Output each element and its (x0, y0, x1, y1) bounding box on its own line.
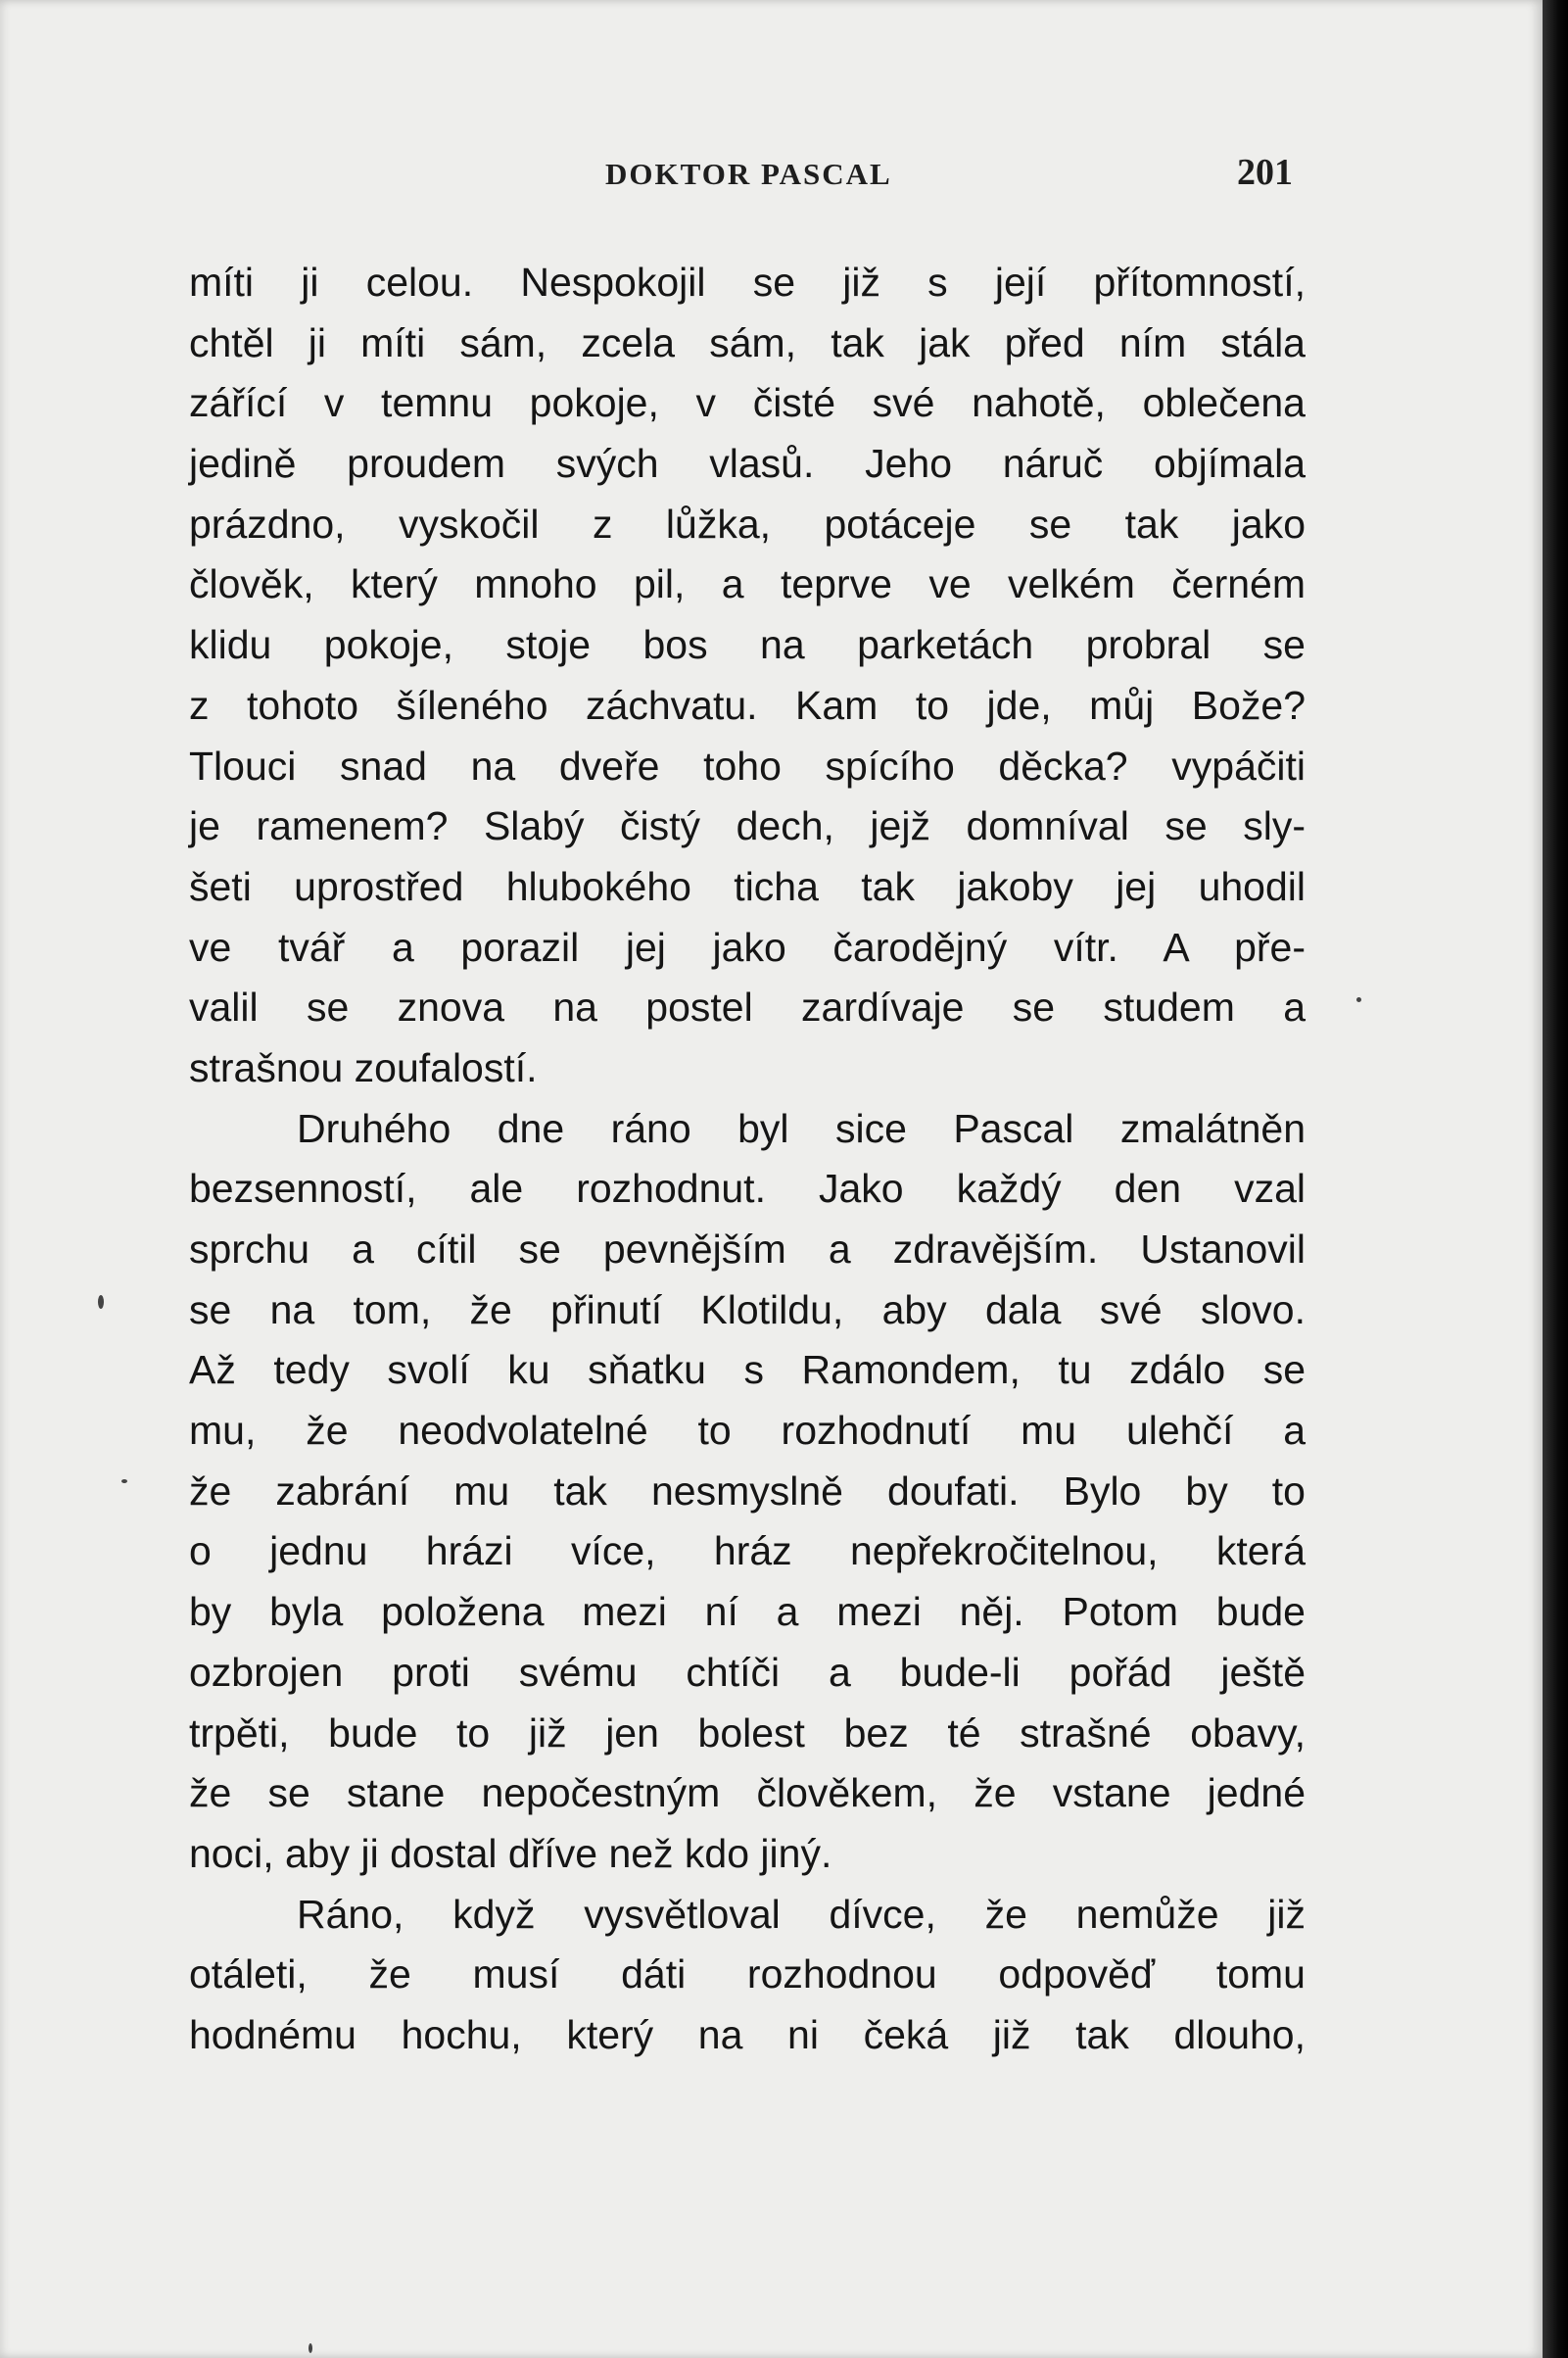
text-line: šeti uprostřed hlubokého ticha tak jakoby jej uhodil (189, 863, 1306, 909)
text-line: je ramenem? Slabý čistý dech, jejž domníval se sly- (189, 803, 1306, 849)
text-line: míti ji celou. Nespokojil se již s její přítomností, (189, 260, 1306, 305)
text-line: ve tvář a porazil jej jako čarodějný vítr. A pře- (189, 924, 1306, 970)
text-line: by byla položena mezi ní a mezi něj. Potom bude (189, 1589, 1306, 1635)
text-line: jedině proudem svých vlasů. Jeho náruč objímala (189, 441, 1306, 487)
running-title: DOKTOR PASCAL (605, 157, 892, 191)
text-line: mu, že neodvolatelné to rozhodnutí mu ulehčí a (189, 1408, 1306, 1454)
paper-speck (98, 1295, 104, 1309)
text-line: zářící v temnu pokoje, v čisté své nahotě, oblečena (189, 380, 1306, 426)
text-line: o jednu hrázi více, hráz nepřekročitelnou, která (189, 1528, 1306, 1574)
page-number: 201 (1237, 152, 1293, 193)
paper-speck (121, 1479, 127, 1483)
paper-speck (1356, 997, 1361, 1002)
text-line: se na tom, že přinutí Klotildu, aby dala své slovo. (189, 1286, 1306, 1332)
paragraph-start-line: Ráno, když vysvětloval dívce, že nemůže již (297, 1891, 1306, 1937)
text-line: sprchu a cítil se pevnějším a zdravějším. Ustanovil (189, 1227, 1306, 1272)
text-line: klidu pokoje, stoje bos na parketách probral se (189, 622, 1306, 668)
text-line: hodnému hochu, který na ni čeká již tak dlouho, (189, 2011, 1306, 2057)
scan-edge (1543, 0, 1568, 2358)
text-line: člověk, který mnoho pil, a teprve ve velkém černém (189, 561, 1306, 607)
paragraph-end-line: noci, aby ji dostal dříve než kdo jiný. (189, 1830, 832, 1876)
text-line: že se stane nepočestným člověkem, že vstane jedné (189, 1770, 1306, 1816)
text-line: chtěl ji míti sám, zcela sám, tak jak před ním stála (189, 319, 1306, 365)
text-line: bezsenností, ale rozhodnut. Jako každý den vzal (189, 1166, 1306, 1212)
text-line: trpěti, bude to již jen bolest bez té strašné obavy, (189, 1709, 1306, 1756)
paragraph-end-line: strašnou zoufalostí. (189, 1044, 538, 1090)
text-line: že zabrání mu tak nesmyslně doufati. Bylo by to (189, 1468, 1306, 1514)
text-line: valil se znova na postel zardívaje se studem a (189, 985, 1306, 1031)
text-line: Až tedy svolí ku sňatku s Ramondem, tu zdálo se (189, 1347, 1306, 1393)
text-line: Tlouci snad na dveře toho spícího děcka? vypáčiti (189, 743, 1306, 789)
text-line: prázdno, vyskočil z lůžka, potáceje se tak jako (189, 501, 1306, 547)
page-header (0, 152, 1543, 206)
paragraph-start-line: Druhého dne ráno byl sice Pascal zmalátněn (297, 1105, 1306, 1151)
body-text (189, 253, 1306, 2066)
text-line: z tohoto šíleného záchvatu. Kam to jde, můj Bože? (189, 682, 1306, 728)
text-line: ozbrojen proti svému chtíči a bude-li pořád ještě (189, 1649, 1306, 1695)
paper-speck (309, 2343, 312, 2353)
text-line: otáleti, že musí dáti rozhodnou odpověď tomu (189, 1951, 1306, 1997)
